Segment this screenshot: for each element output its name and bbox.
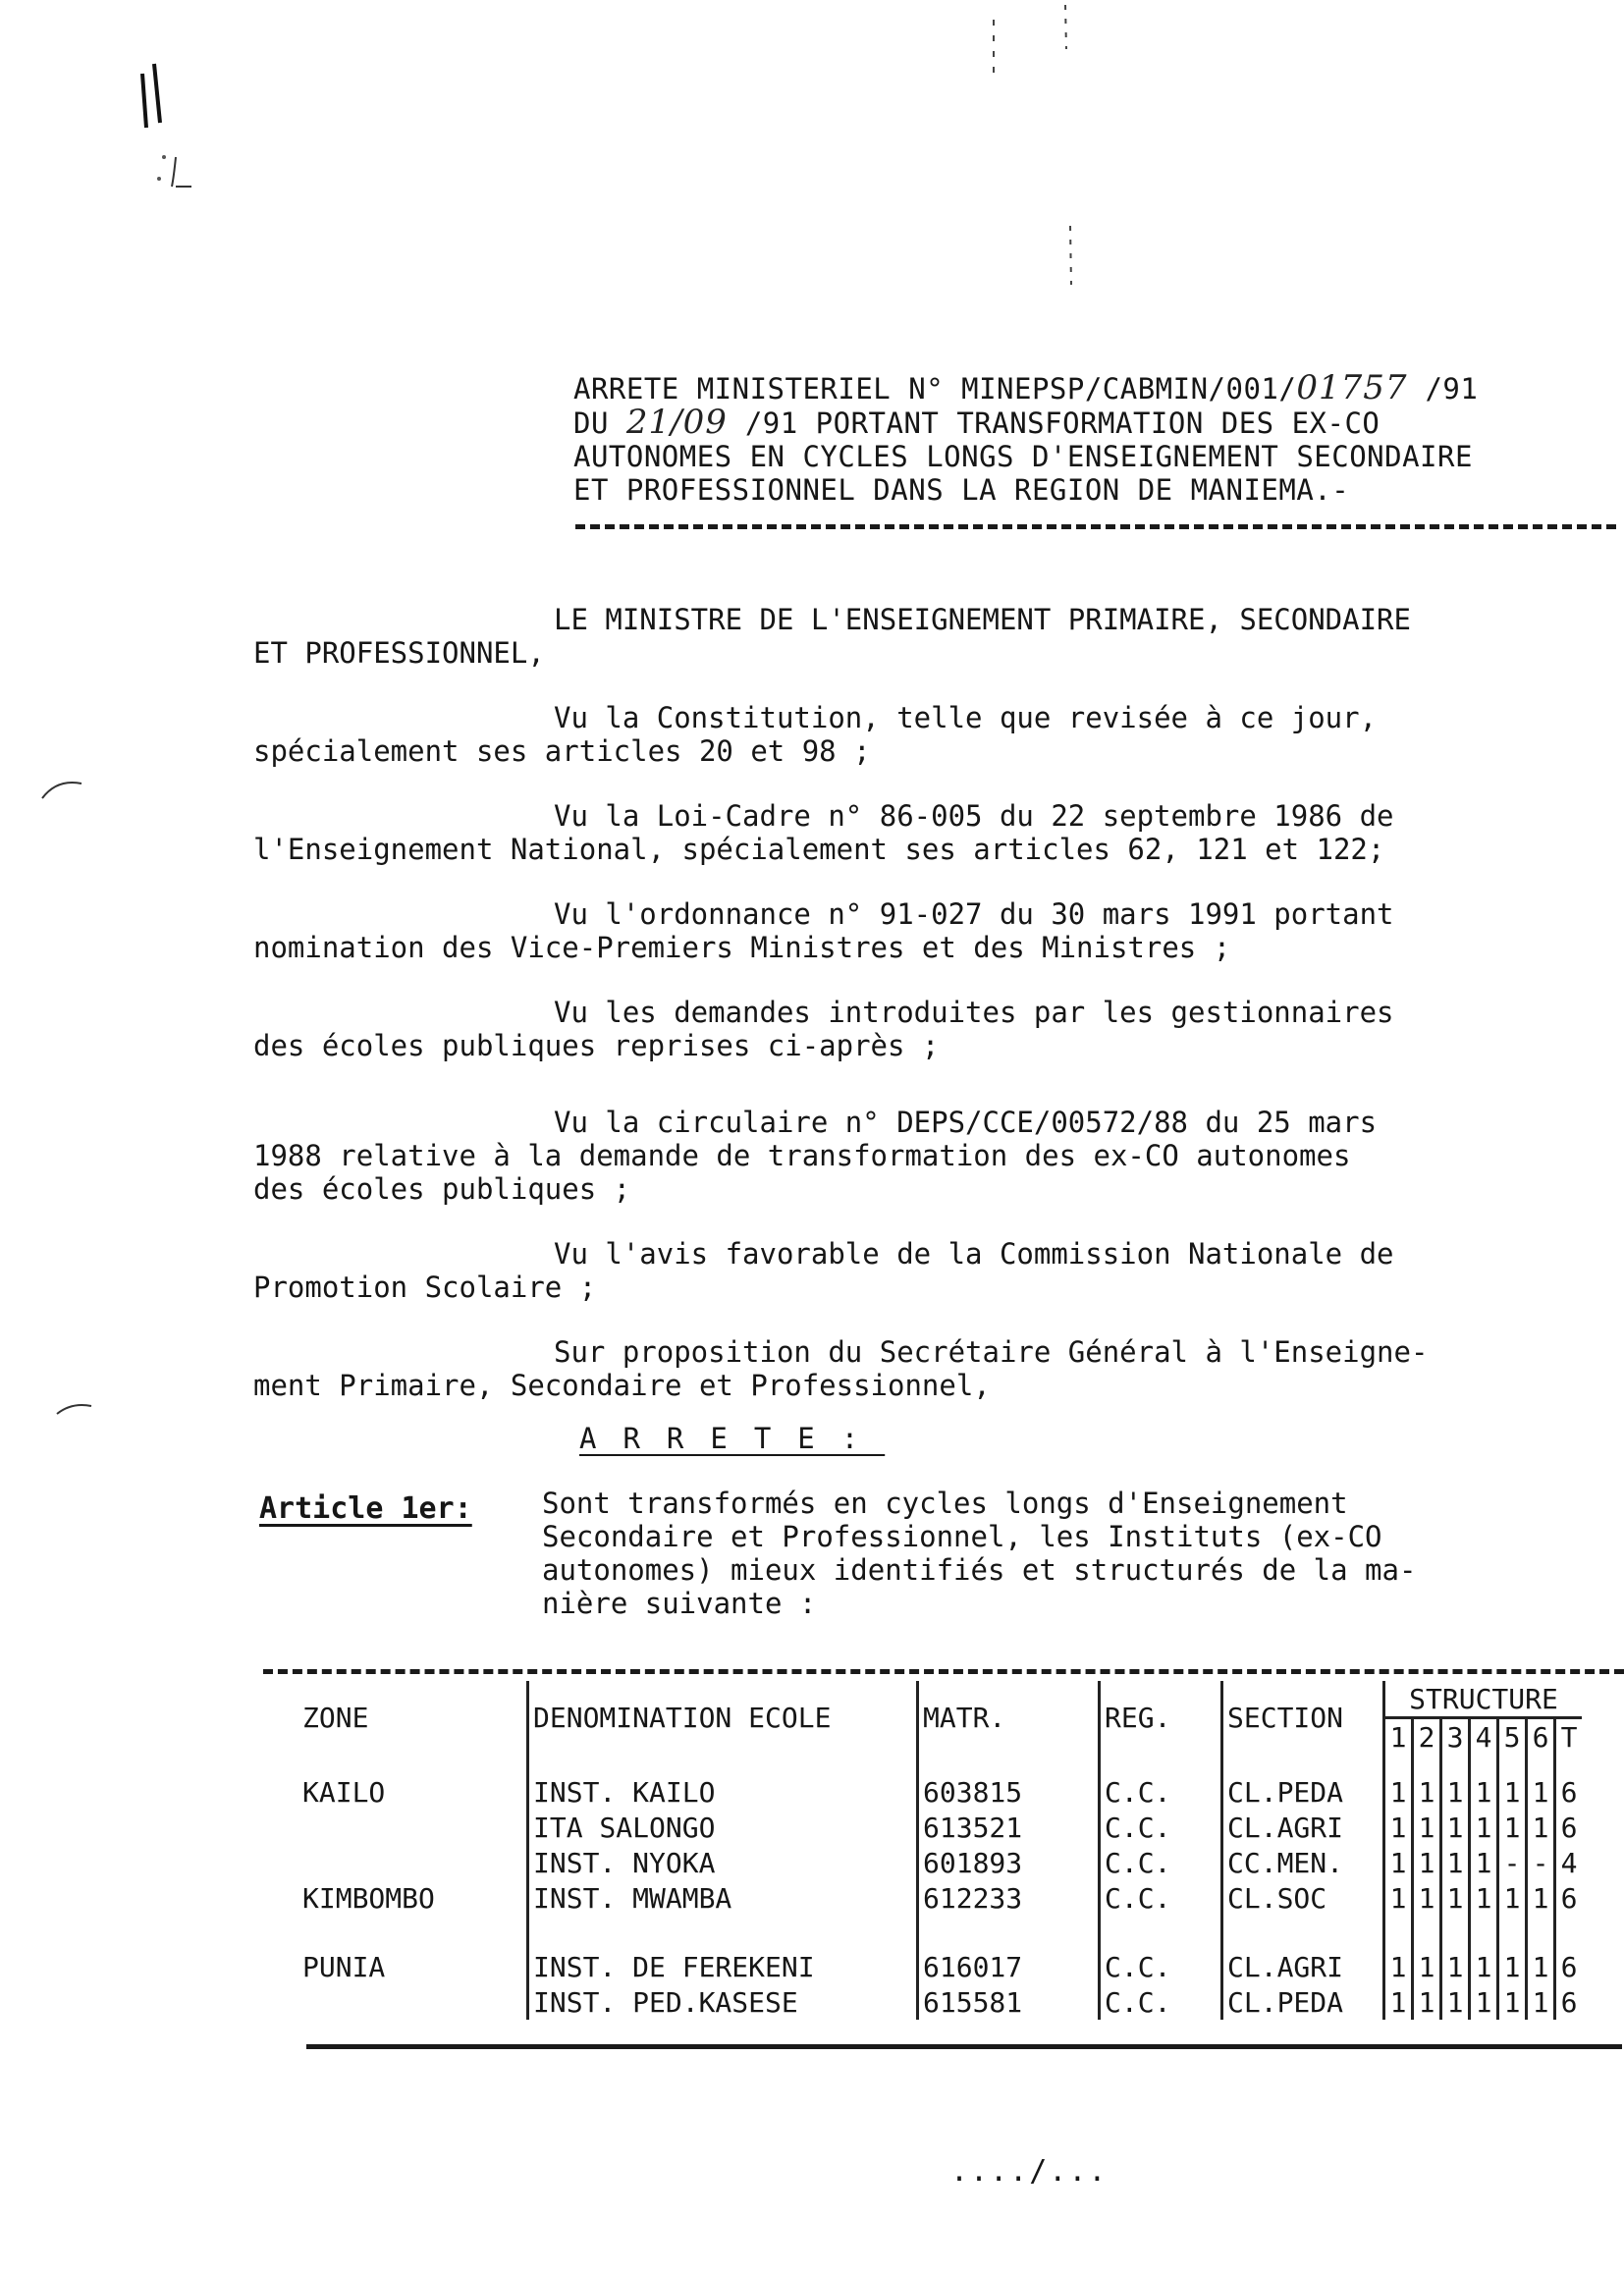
consideration-loi-cadre bbox=[253, 799, 1589, 866]
col-header-matr: MATR. bbox=[918, 1681, 1100, 1755]
cell-structure: 1 bbox=[1441, 1984, 1470, 2020]
cell-zone: PUNIA bbox=[302, 1950, 386, 1983]
cell-structure: 1 bbox=[1413, 1810, 1441, 1845]
cell-zone bbox=[263, 1984, 528, 2020]
cell-reg: C.C. bbox=[1100, 1984, 1222, 2020]
consideration-constitution bbox=[253, 701, 1589, 768]
decree-header bbox=[573, 368, 1614, 507]
col-header-reg: REG. bbox=[1100, 1681, 1222, 1755]
decree-subject-line: ET PROFESSIONNEL DANS LA REGION DE MANIEMA.- bbox=[573, 473, 1350, 507]
schools-table-grid bbox=[263, 1681, 1582, 2020]
paragraph-line: des écoles publiques reprises ci-après ; bbox=[253, 1029, 940, 1062]
minister-title bbox=[253, 603, 1589, 670]
article-line: Sont transformés en cycles longs d'Enseignement bbox=[542, 1487, 1348, 1520]
paragraph-first-line: Vu la Constitution, telle que revisée à ce jour, bbox=[554, 701, 1378, 734]
structure-total: T bbox=[1555, 1718, 1583, 1756]
header-divider bbox=[575, 524, 1616, 529]
cell-structure: 1 bbox=[1441, 1949, 1470, 1984]
cell-structure: 1 bbox=[1384, 1774, 1413, 1810]
consideration-circulaire bbox=[253, 1106, 1589, 1206]
cell-structure: 1 bbox=[1498, 1774, 1527, 1810]
paragraph-first-line: Vu l'avis favorable de la Commission Nationale de bbox=[554, 1237, 1394, 1271]
cell-denomination: INST. KAILO bbox=[528, 1774, 918, 1810]
col-header-section: SECTION bbox=[1222, 1681, 1384, 1755]
decree-number-text: ARRETE MINISTERIEL N° MINEPSP/CABMIN/001/ bbox=[573, 372, 1297, 406]
col-header-structure: STRUCTURE bbox=[1384, 1681, 1583, 1718]
punch-hole-mark bbox=[37, 1394, 96, 1424]
cell-denomination: INST. MWAMBA bbox=[528, 1880, 918, 1916]
cell-reg: C.C. bbox=[1100, 1949, 1222, 1984]
paragraph-first-line: Vu la circulaire n° DEPS/CCE/00572/88 du 25 mars bbox=[554, 1106, 1378, 1139]
cell-structure: 1 bbox=[1441, 1810, 1470, 1845]
paragraph-first-line: Sur proposition du Secrétaire Général à l'Enseigne- bbox=[554, 1335, 1429, 1369]
cell-structure: 1 bbox=[1384, 1949, 1413, 1984]
consideration-proposition bbox=[253, 1335, 1589, 1402]
structure-year-6: 6 bbox=[1527, 1718, 1555, 1756]
cell-structure: 1 bbox=[1441, 1845, 1470, 1880]
handwritten-mark bbox=[133, 59, 270, 196]
decree-date-line bbox=[573, 403, 1614, 442]
cell-section: CL.SOC bbox=[1222, 1880, 1384, 1916]
cell-structure: 1 bbox=[1498, 1880, 1527, 1916]
table-gap bbox=[263, 1916, 1582, 1949]
paragraph-line: spécialement ses articles 20 et 98 ; bbox=[253, 734, 871, 768]
cell-structure: 1 bbox=[1441, 1774, 1470, 1810]
cell-structure: 1 bbox=[1413, 1845, 1441, 1880]
paragraph-line: des écoles publiques ; bbox=[253, 1172, 631, 1206]
structure-year-3: 3 bbox=[1441, 1718, 1470, 1756]
cell-structure: 1 bbox=[1498, 1949, 1527, 1984]
cell-structure: 1 bbox=[1470, 1774, 1498, 1810]
cell-reg: C.C. bbox=[1100, 1810, 1222, 1845]
cell-structure: 1 bbox=[1413, 1949, 1441, 1984]
paragraph-first-line: LE MINISTRE DE L'ENSEIGNEMENT PRIMAIRE, SECONDAIRE bbox=[554, 603, 1411, 636]
cell-reg: C.C. bbox=[1100, 1845, 1222, 1880]
cell-structure-total: 6 bbox=[1555, 1810, 1583, 1845]
cell-structure: 1 bbox=[1527, 1880, 1555, 1916]
table-row bbox=[263, 1845, 1582, 1880]
table-row bbox=[263, 1774, 1582, 1810]
handwritten-decree-number: 01757 bbox=[1296, 368, 1408, 407]
cell-matr: 613521 bbox=[918, 1810, 1100, 1845]
cell-structure: - bbox=[1527, 1845, 1555, 1880]
article-line: nière suivante : bbox=[542, 1587, 817, 1620]
article-label: Article 1er: bbox=[259, 1491, 472, 1526]
cell-section: CL.PEDA bbox=[1222, 1984, 1384, 2020]
cell-structure-total: 6 bbox=[1555, 1984, 1583, 2020]
col-header-denomination: DENOMINATION ECOLE bbox=[528, 1681, 918, 1755]
cell-section: CC.MEN. bbox=[1222, 1845, 1384, 1880]
punch-hole-mark bbox=[37, 774, 96, 803]
col-header-zone: ZONE bbox=[302, 1702, 369, 1734]
cell-structure: 1 bbox=[1413, 1880, 1441, 1916]
table-top-rule bbox=[263, 1669, 1624, 1674]
decree-subject-start: /91 PORTANT TRANSFORMATION DES EX-CO bbox=[727, 406, 1380, 440]
cell-structure: 1 bbox=[1498, 1984, 1527, 2020]
cell-structure-total: 6 bbox=[1555, 1774, 1583, 1810]
table-bottom-rule bbox=[306, 2044, 1622, 2049]
cell-structure: - bbox=[1498, 1845, 1527, 1880]
cell-structure: 1 bbox=[1470, 1949, 1498, 1984]
cell-zone: KAILO bbox=[302, 1775, 386, 1809]
cell-structure: 1 bbox=[1413, 1984, 1441, 2020]
article-text bbox=[542, 1487, 1583, 1620]
cell-denomination: INST. NYOKA bbox=[528, 1845, 918, 1880]
cell-structure: 1 bbox=[1384, 1984, 1413, 2020]
cell-reg: C.C. bbox=[1100, 1774, 1222, 1810]
date-prefix: DU bbox=[573, 406, 626, 440]
structure-year-2: 2 bbox=[1413, 1718, 1441, 1756]
article-line: autonomes) mieux identifiés et structurés de la ma- bbox=[542, 1553, 1417, 1587]
cell-matr: 615581 bbox=[918, 1984, 1100, 2020]
structure-year-5: 5 bbox=[1498, 1718, 1527, 1756]
paragraph-line: ment Primaire, Secondaire et Professionnel, bbox=[253, 1369, 991, 1402]
cell-section: CL.AGRI bbox=[1222, 1810, 1384, 1845]
paragraph-first-line: Vu l'ordonnance n° 91-027 du 30 mars 1991 portant bbox=[554, 897, 1394, 931]
cell-zone bbox=[263, 1810, 528, 1845]
cell-denomination: ITA SALONGO bbox=[528, 1810, 918, 1845]
cell-structure: 1 bbox=[1470, 1984, 1498, 2020]
table-gap bbox=[263, 1755, 1582, 1774]
cell-structure: 1 bbox=[1470, 1810, 1498, 1845]
paragraph-line: 1988 relative à la demande de transformation des ex-CO autonomes bbox=[253, 1139, 1351, 1172]
structure-year-1: 1 bbox=[1384, 1718, 1413, 1756]
table-header-row bbox=[263, 1681, 1582, 1718]
cell-structure: 1 bbox=[1470, 1845, 1498, 1880]
decree-subject-line: AUTONOMES EN CYCLES LONGS D'ENSEIGNEMENT SECONDAIRE bbox=[573, 440, 1473, 473]
table-row bbox=[263, 1949, 1582, 1984]
paragraph-line: nomination des Vice-Premiers Ministres et des Ministres ; bbox=[253, 931, 1231, 964]
decree-year: /91 bbox=[1407, 372, 1479, 406]
page-continuation-marker: ..../... bbox=[950, 2154, 1109, 2189]
consideration-ordonnance bbox=[253, 897, 1589, 964]
article-line: Secondaire et Professionnel, les Instituts (ex-CO bbox=[542, 1520, 1382, 1553]
table-row bbox=[263, 1810, 1582, 1845]
cell-matr: 616017 bbox=[918, 1949, 1100, 1984]
cell-structure-total: 4 bbox=[1555, 1845, 1583, 1880]
cell-structure: 1 bbox=[1441, 1880, 1470, 1916]
cell-matr: 612233 bbox=[918, 1880, 1100, 1916]
table-row bbox=[263, 1984, 1582, 2020]
cell-structure-total: 6 bbox=[1555, 1949, 1583, 1984]
cell-matr: 601893 bbox=[918, 1845, 1100, 1880]
paragraph-line: ET PROFESSIONNEL, bbox=[253, 636, 545, 670]
cell-section: CL.AGRI bbox=[1222, 1949, 1384, 1984]
paragraph-first-line: Vu les demandes introduites par les gestionnaires bbox=[554, 996, 1394, 1029]
cell-structure: 1 bbox=[1413, 1774, 1441, 1810]
cell-structure: 1 bbox=[1470, 1880, 1498, 1916]
scan-artifact bbox=[972, 0, 1110, 295]
consideration-demandes bbox=[253, 996, 1589, 1062]
cell-structure: 1 bbox=[1498, 1810, 1527, 1845]
cell-structure: 1 bbox=[1527, 1774, 1555, 1810]
preamble bbox=[253, 603, 1589, 1434]
cell-reg: C.C. bbox=[1100, 1880, 1222, 1916]
table-row bbox=[263, 1880, 1582, 1916]
decree-number-line bbox=[573, 368, 1614, 407]
cell-structure-total: 6 bbox=[1555, 1880, 1583, 1916]
cell-structure: 1 bbox=[1384, 1845, 1413, 1880]
handwritten-date: 21/09 bbox=[625, 403, 728, 442]
cell-zone bbox=[263, 1845, 528, 1880]
cell-denomination: INST. DE FEREKENI bbox=[528, 1949, 918, 1984]
paragraph-line: l'Enseignement National, spécialement ses articles 62, 121 et 122; bbox=[253, 833, 1385, 866]
cell-zone: KIMBOMBO bbox=[302, 1881, 435, 1915]
cell-structure: 1 bbox=[1527, 1984, 1555, 2020]
consideration-avis bbox=[253, 1237, 1589, 1304]
cell-structure: 1 bbox=[1384, 1880, 1413, 1916]
cell-structure: 1 bbox=[1527, 1810, 1555, 1845]
cell-structure: 1 bbox=[1527, 1949, 1555, 1984]
paragraph-line: Promotion Scolaire ; bbox=[253, 1271, 597, 1304]
structure-year-4: 4 bbox=[1470, 1718, 1498, 1756]
arrete-heading: ARRETE: bbox=[579, 1422, 886, 1455]
cell-denomination: INST. PED.KASESE bbox=[528, 1984, 918, 2020]
cell-structure: 1 bbox=[1384, 1810, 1413, 1845]
cell-matr: 603815 bbox=[918, 1774, 1100, 1810]
paragraph-first-line: Vu la Loi-Cadre n° 86-005 du 22 septembre 1986 de bbox=[554, 799, 1394, 833]
cell-section: CL.PEDA bbox=[1222, 1774, 1384, 1810]
